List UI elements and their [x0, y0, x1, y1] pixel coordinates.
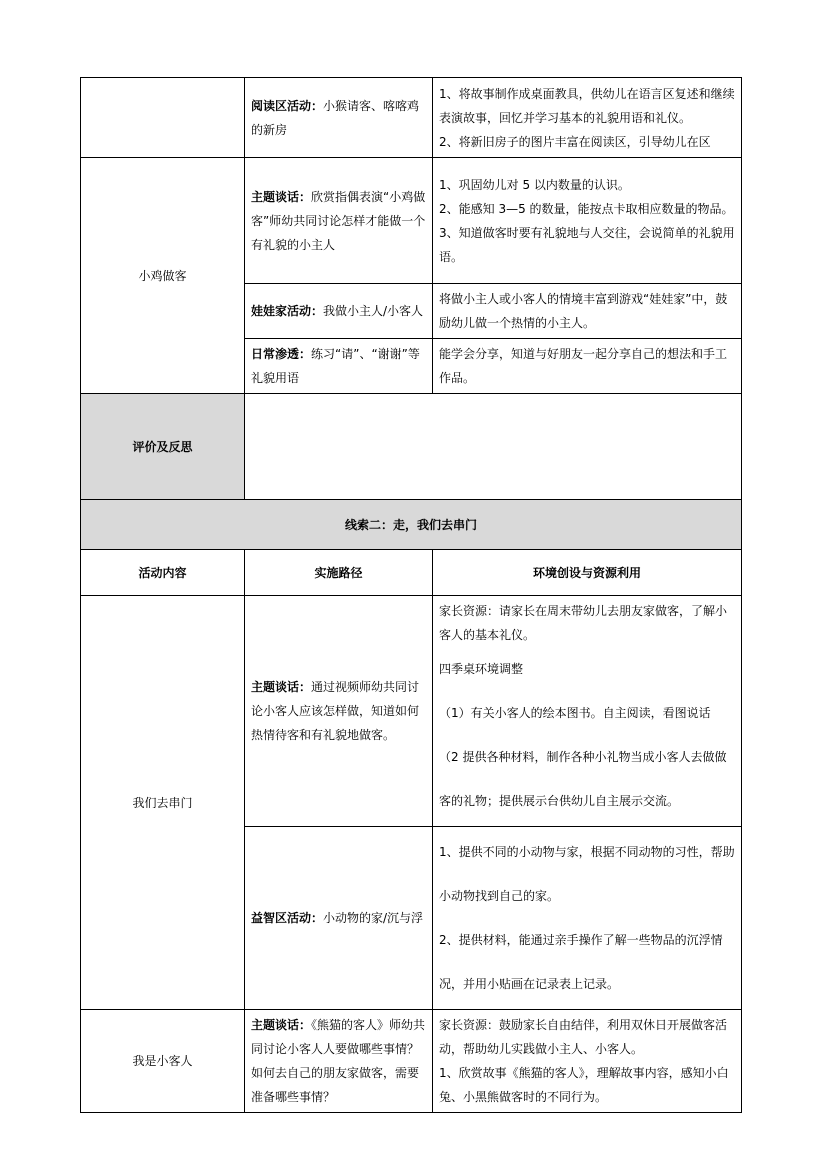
table-row — [81, 78, 742, 158]
column-header: 环境创设与资源利用 — [433, 550, 742, 596]
env-cell: 1、提供不同的小动物与家，根据不同动物的习性，帮助小动物找到自己的家。 2、提供材料，能通过亲手操作了解一些物品的沉浮情况，并用小贴画在记录表上记录。 — [433, 827, 742, 1010]
path-cell: 主题谈话：欣赏指偶表演“小鸡做客”师幼共同讨论怎样才能做一个有礼貌的小主人 — [245, 158, 433, 284]
env-cell: 将做小主人或小客人的情境丰富到游戏“娃娃家”中，鼓励幼儿做一个热情的小主人。 — [433, 284, 742, 339]
path-cell: 阅读区活动：小猴请客、喀喀鸡的新房 — [245, 78, 433, 158]
path-cell: 益智区活动：小动物的家/沉与浮 — [245, 827, 433, 1010]
env-cell: 1、将故事制作成桌面教具，供幼儿在语言区复述和继续表演故事，回忆并学习基本的礼貌用语和礼仪。 2、将新旧房子的图片丰富在阅读区，引导幼儿在区 — [433, 78, 742, 158]
curriculum-table — [80, 77, 742, 1113]
path-cell: 娃娃家活动：我做小主人/小客人 — [245, 284, 433, 339]
header-row — [81, 550, 742, 596]
evaluation-row — [81, 394, 742, 500]
path-cell: 日常渗透：练习“请”、“谢谢”等礼貌用语 — [245, 339, 433, 394]
table-row — [81, 158, 742, 284]
env-cell: 能学会分享，知道与好朋友一起分享自己的想法和手工作品。 — [433, 339, 742, 394]
table-row — [81, 596, 742, 827]
content-cell — [81, 78, 245, 158]
env-cell: 1、巩固幼儿对 5 以内数量的认识。 2、能感知 3—5 的数量，能按点卡取相应数量的物品。 3、知道做客时要有礼貌地与人交往，会说简单的礼貌用语。 — [433, 158, 742, 284]
section-row — [81, 500, 742, 550]
env-cell: 家长资源：请家长在周末带幼儿去朋友家做客，了解小客人的基本礼仪。 四季桌环境调整 （1）有关小客人的绘本图书。自主阅读，看图说话 （2 提供各种材料，制作各种小礼物当成小客人去做做客的礼物；提供展示台供幼儿自主展示交流。 — [433, 596, 742, 827]
evaluation-label: 评价及反思 — [81, 394, 245, 500]
evaluation-text — [245, 394, 742, 500]
section-title: 线索二：走，我们去串门 — [81, 500, 742, 550]
activity-title: 小鸡做客 — [81, 158, 245, 394]
column-header: 实施路径 — [245, 550, 433, 596]
path-cell: 主题谈话：《熊猫的客人》师幼共同讨论小客人人要做哪些事情？如何去自己的朋友家做客，需要准备哪些事情？ — [245, 1010, 433, 1113]
activity-title: 我们去串门 — [81, 596, 245, 1010]
table-row — [81, 1010, 742, 1113]
env-cell: 家长资源：鼓励家长自由结伴，利用双休日开展做客活动，帮助幼儿实践做小主人、小客人。 1、欣赏故事《熊猫的客人》，理解故事内容，感知小白兔、小黑熊做客时的不同行为。 — [433, 1010, 742, 1113]
activity-title: 我是小客人 — [81, 1010, 245, 1113]
column-header: 活动内容 — [81, 550, 245, 596]
path-cell: 主题谈话：通过视频师幼共同讨论小客人应该怎样做，知道如何热情待客和有礼貌地做客。 — [245, 596, 433, 827]
